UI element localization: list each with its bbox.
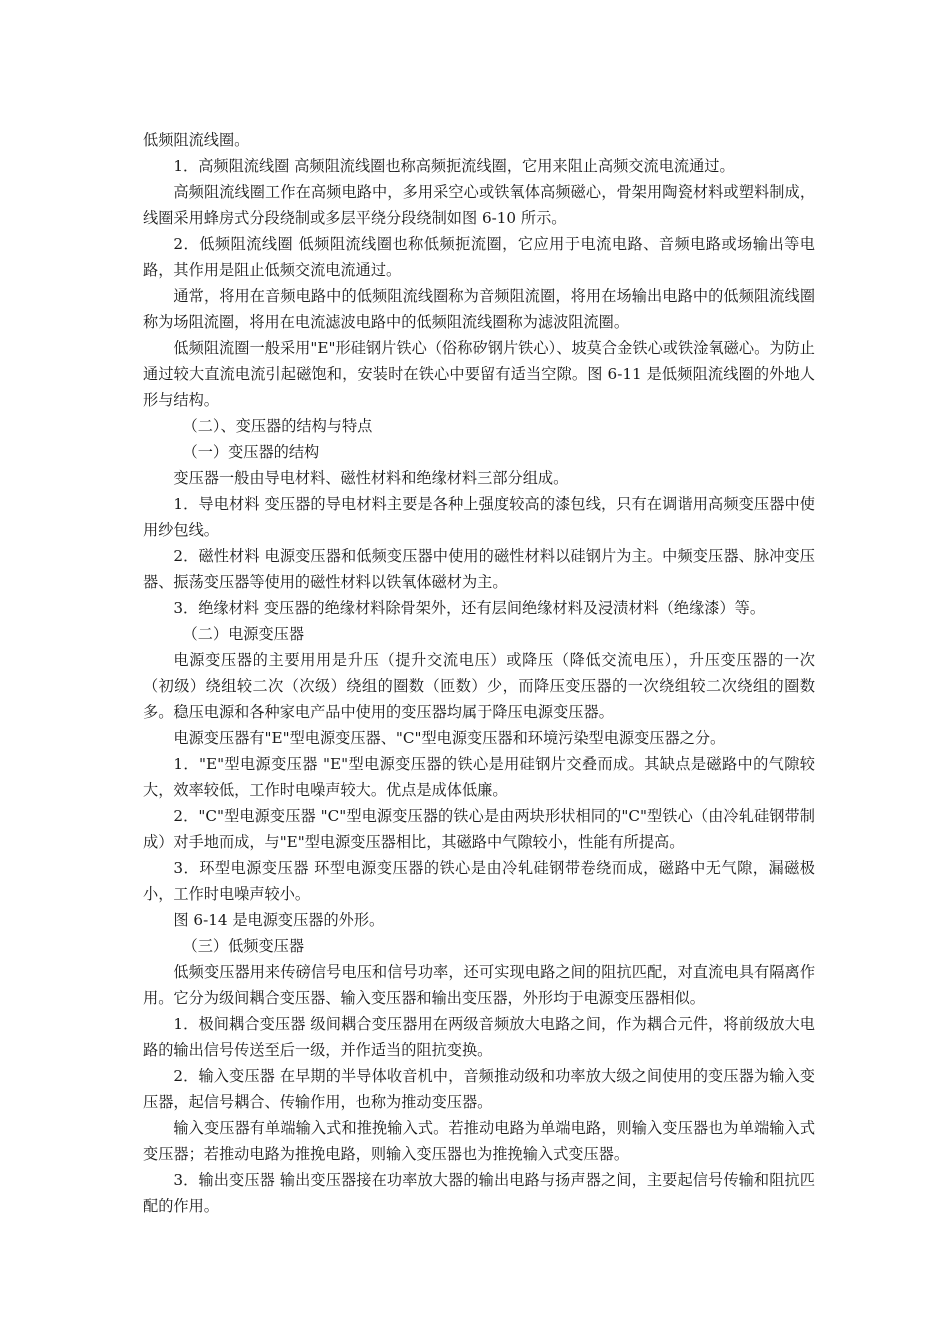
document-body	[143, 127, 815, 1219]
paragraph-input-transformer: 2．输入变压器 在早期的半导体收音机中，音频推动级和功率放大级之间使用的变压器为输入变压器，起信号耦合、传输作用，也称为推动变压器。	[143, 1067, 815, 1111]
paragraph-magnetic-material: 2．磁性材料 电源变压器和低频变压器中使用的磁性材料以硅钢片为主。中频变压器、脉冲变压器、振荡变压器等使用的磁性材料以铁氧体磁材为主。	[143, 547, 815, 591]
subsection-heading-structure: （一）变压器的结构	[182, 443, 320, 461]
paragraph-low-freq-choke: 2．低频阻流线圈 低频阻流线圈也称低频扼流圈，它应用于电流电路、音频电路或场输出等电路，其作用是阻止低频交流电流通过。	[143, 235, 815, 279]
paragraph-conductive-material: 1．导电材料 变压器的导电材料主要是各种上强度较高的漆包线，只有在调谐用高频变压器中使用纱包线。	[143, 495, 815, 539]
paragraph-power-transformer-use: 电源变压器的主要用用是升压（提升交流电压）或降压（降低交流电压），升压变压器的一次（初级）绕组较二次（次级）绕组的圈数（匝数）少，而降压变压器的一次绕组较二次绕组的圈数多。稳压电源和各种家电产品中使用的变压器均属于降压电源变压器。	[143, 651, 815, 721]
subsection-heading-low-freq-transformer: （三）低频变压器	[182, 937, 305, 955]
paragraph-high-freq-choke: 1．高频阻流线圈 高频阻流线圈也称高频扼流线圈，它用来阻止高频交流电流通过。	[173, 157, 735, 175]
paragraph-toroidal-type: 3．环型电源变压器 环型电源变压器的铁心是由冷轧硅钢带卷绕而成，磁路中无气隙，漏磁极小，工作时电噪声较小。	[143, 859, 815, 903]
paragraph-low-freq-choke-core: 低频阻流圈一般采用"E"形硅钢片铁心（俗称矽钢片铁心）、坡莫合金铁心或铁淦氧磁心。为防止通过较大直流电流引起磁饱和，安装时在铁心中要留有适当空隙。图 6-11 是低频阻流线圈的外地人形与结构。	[143, 339, 815, 409]
paragraph-intro-end: 低频阻流线圈。	[143, 131, 250, 149]
paragraph-output-transformer: 3．输出变压器 输出变压器接在功率放大器的输出电路与扬声器之间，主要起信号传输和阻抗匹配的作用。	[143, 1171, 815, 1215]
paragraph-power-transformer-types: 电源变压器有"E"型电源变压器、"C"型电源变压器和环境污染型电源变压器之分。	[173, 729, 726, 747]
paragraph-c-type: 2．"C"型电源变压器 "C"型电源变压器的铁心是由两块形状相同的"C"型铁心（由冷轧硅钢带制成）对手地而成，与"E"型电源变压器相比，其磁路中气隙较小，性能有所提高。	[143, 807, 815, 851]
section-heading-transformer: （二）、变压器的结构与特点	[182, 417, 373, 435]
paragraph-insulating-material: 3．绝缘材料 变压器的绝缘材料除骨架外，还有层间绝缘材料及浸渍材料（绝缘漆）等。	[173, 599, 766, 617]
paragraph-choke-naming: 通常，将用在音频电路中的低频阻流线圈称为音频阻流圈，将用在场输出电路中的低频阻流线圈称为场阻流圈，将用在电流滤波电路中的低频阻流线圈称为滤波阻流圈。	[143, 287, 815, 331]
paragraph-figure-ref: 图 6-14 是电源变压器的外形。	[173, 911, 385, 929]
paragraph-e-type: 1．"E"型电源变压器 "E"型电源变压器的铁心是用硅钢片交叠而成。其缺点是磁路中的气隙较大，效率较低，工作时电噪声较大。优点是成体低廉。	[143, 755, 815, 799]
paragraph-input-transformer-types: 输入变压器有单端输入式和推挽输入式。若推动电路为单端电路，则输入变压器也为单端输入式变压器；若推动电路为推挽电路，则输入变压器也为推挽输入式变压器。	[143, 1119, 815, 1163]
subsection-heading-power-transformer: （二）电源变压器	[182, 625, 305, 643]
paragraph-high-freq-choke-detail: 高频阻流线圈工作在高频电路中，多用采空心或铁氧体高频磁心，骨架用陶瓷材料或塑料制成，线圈采用蜂房式分段绕制或多层平绕分段绕制如图 6-10 所示。	[143, 183, 815, 227]
paragraph-low-freq-transformer: 低频变压器用来传磅信号电压和信号功率，还可实现电路之间的阻抗匹配，对直流电具有隔离作用。它分为级间耦合变压器、输入变压器和输出变压器，外形均于电源变压器相似。	[143, 963, 815, 1007]
paragraph-materials-overview: 变压器一般由导电材料、磁性材料和绝缘材料三部分组成。	[173, 469, 569, 487]
paragraph-interstage-coupling: 1．极间耦合变压器 级间耦合变压器用在两级音频放大电路之间，作为耦合元件，将前级放大电路的输出信号传送至后一级，并作适当的阻抗变换。	[143, 1015, 815, 1059]
